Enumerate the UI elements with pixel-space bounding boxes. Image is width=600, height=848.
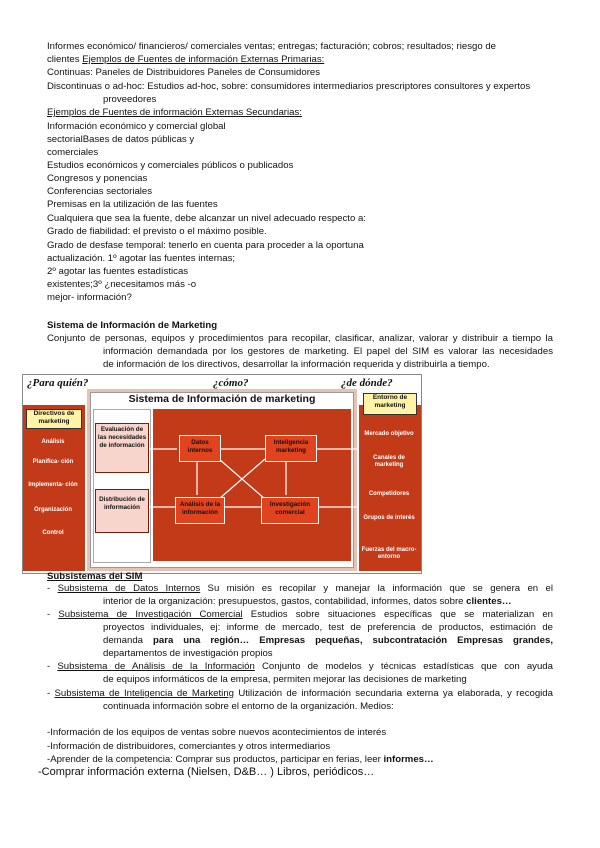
diagram-title: Sistema de Información de marketing: [128, 393, 316, 405]
bullet-dash: -: [47, 583, 58, 594]
left-item: Organización: [33, 507, 72, 513]
inteligencia-box: Inteligencia marketing: [265, 435, 317, 462]
subsistema-line: [47, 688, 553, 700]
subsistema-title: Subsistema de Análisis de la Información: [57, 661, 255, 672]
paragraph-line: Conjunto de personas, equipos y procedimientos para recopilar, clasificar, analizar, valorar y distribuir a tiempo la: [47, 333, 553, 344]
question-middle: ¿cómo?: [213, 377, 249, 389]
text-line: actualización. 1º agotar las fuentes internas;: [47, 253, 236, 264]
paragraph-line: información demandada por los gestores de marketing. El papel del SIM es valorar las necesidades: [103, 346, 553, 357]
text-line: existentes;3º ¿necesitamos más -o: [47, 279, 197, 290]
medio-line: -Comprar información externa (Nielsen, D&B… ) Libros, periódicos…: [38, 766, 375, 778]
evaluacion-box: Evaluación de las necesidades de información: [95, 423, 149, 473]
text-line: Estudios económicos y comerciales públicos o publicados: [47, 160, 294, 171]
text-span: -Aprender de la competencia: Comprar sus productos, participar en ferias, leer: [47, 754, 384, 765]
text-span-bold: informes…: [383, 754, 434, 765]
right-item: Mercado objetivo: [364, 431, 414, 437]
text-line: Grado de desfase temporal: tenerlo en cuenta para proceder a la oportuna: [47, 240, 364, 251]
section-label-secundarias: Ejemplos de Fuentes de información Externas Secundarias:: [47, 107, 302, 118]
question-left: ¿Para quién?: [27, 377, 89, 389]
sim-diagram: [22, 374, 422, 574]
text-line: 2º agotar las fuentes estadísticas: [47, 266, 189, 277]
text-span: clientes: [47, 54, 83, 65]
subsistema-line: proyectos individuales, ej: informe de mercado, test de preferencia de productos, estimación de: [103, 622, 553, 633]
text-line: Informes económico/ financieros/ comerciales ventas; entregas; facturación; cobros; resultados; riesgo de: [47, 41, 496, 52]
subsistema-title: Subsistema de Datos Internos: [57, 583, 201, 594]
section-label-primarias: Ejemplos de Fuentes de información Externas Primarias:: [82, 54, 325, 65]
question-right: ¿de dónde?: [341, 377, 393, 389]
text-span-bold: clientes…: [466, 596, 512, 607]
subsistema-line: departamentos de investigación propios: [103, 648, 273, 659]
section-heading: Sistema de Información de Marketing: [47, 320, 218, 331]
text-line: Discontinuas o ad-hoc: Estudios ad-hoc, sobre: consumidores intermediarios prescriptores consultores y expertos: [47, 81, 531, 92]
text-line: sectorialBases de datos públicas y: [47, 134, 195, 145]
right-item: Competidores: [368, 491, 410, 497]
left-item: Implementa- ción: [28, 482, 78, 488]
distribucion-box: Distribución de información: [95, 489, 149, 533]
text-span: Utilización de información secundaria externa ya elaborada, y recogida: [234, 688, 553, 699]
bullet-dash: -: [47, 688, 55, 699]
medio-line: -Información de distribuidores, comerciantes y otros intermediarios: [47, 741, 331, 752]
text-line: Continuas: Paneles de Distribuidores Paneles de Consumidores: [47, 67, 321, 78]
text-span: demanda: [103, 635, 154, 646]
medio-line: [47, 754, 434, 766]
right-column: [359, 394, 421, 571]
entorno-box: Entorno de marketing: [363, 393, 417, 415]
text-line: proveedores: [103, 94, 157, 105]
text-line: Grado de fiabilidad: el previsto o el máximo posible.: [47, 226, 267, 237]
bullet-dash: -: [47, 661, 58, 672]
text-line: mejor- información?: [47, 292, 132, 303]
right-item: Fuerzas del macro-entorno: [361, 547, 417, 560]
text-span: Su misión es recopilar y manejar la información que se genera en el: [200, 583, 553, 594]
text-line: Congresos y ponencias: [47, 173, 148, 184]
left-item: Análisis: [41, 439, 65, 445]
medio-line: -Información de los equipos de ventas sobre nuevos acontecimientos de interés: [47, 727, 387, 738]
text-line: Cualquiera que sea la fuente, debe alcanzar un nivel adecuado respecto a:: [47, 213, 366, 224]
subsistema-line: [103, 635, 553, 647]
paragraph-line: de información de los directivos, desarrollar la información requerida y distribuirla a tiempo.: [103, 359, 490, 370]
subsistema-line: [103, 596, 512, 608]
subsistema-line: [47, 661, 553, 673]
subsistema-line: de equipos informáticos de la empresa, permiten mejorar las decisiones de marketing: [103, 674, 467, 685]
subsistema-line: continuada información sobre el entorno de la organización. Medios:: [103, 701, 394, 712]
subsistemas-heading: Subsistemas del SIM: [47, 571, 143, 582]
text-line: Conferencias sectoriales: [47, 186, 153, 197]
text-line: comerciales: [47, 147, 99, 158]
text-span: interior de la organización: presupuestos, gastos, contabilidad, informes, datos sobre: [103, 596, 467, 607]
right-item: Canales de marketing: [373, 455, 405, 468]
text-span: Conjunto de modelos y técnicas estadísticas que con ayuda: [254, 661, 553, 672]
text-span: Estudios sobre situaciones específicas que se materializan en: [242, 609, 553, 620]
investigacion-box: Investigación comercial: [261, 497, 319, 524]
datos-internos-box: Datos internos: [179, 435, 221, 462]
subsistema-line: [47, 609, 553, 621]
text-line: Información económico y comercial global: [47, 121, 226, 132]
left-item: Control: [42, 530, 64, 536]
text-span-bold: para una región… Empresas pequeñas, subcontratación Empresas grandes,: [153, 635, 554, 646]
subsistema-line: [47, 583, 553, 595]
directivos-box: Directivos de marketing: [26, 409, 82, 429]
text-line: Premisas en la utilización de las fuentes: [47, 199, 218, 210]
analisis-box: Análisis de la información: [175, 497, 225, 524]
left-item: Planifica- ción: [32, 459, 74, 465]
subsistema-title: Subsistema de Inteligencia de Marketing: [54, 688, 234, 699]
bullet-dash: -: [47, 609, 59, 620]
subsistema-title: Subsistema de Investigación Comercial: [58, 609, 243, 620]
right-item: Grupos de interés: [363, 515, 415, 521]
text-line: [47, 54, 324, 66]
